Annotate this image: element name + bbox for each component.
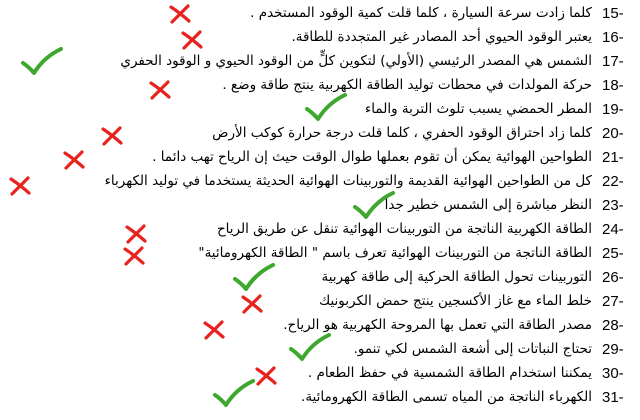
statement-text: يمكننا استخدام الطاقة الشمسية في حفظ الطعام . <box>307 365 592 381</box>
statement-number: 29- <box>602 341 624 358</box>
statement-number: 27- <box>602 293 624 310</box>
statement-number: 17- <box>602 53 624 70</box>
x-mark-icon <box>62 150 86 170</box>
statement-text: الطاقة الناتجة من التوربينات الهوائية تعرف باسم " الطاقة الكهرومائية" <box>198 245 592 261</box>
statement-row <box>0 146 640 170</box>
statement-row <box>0 194 640 218</box>
x-mark-icon <box>148 80 172 100</box>
statement-number: 22- <box>602 173 624 190</box>
statement-number: 24- <box>602 221 624 238</box>
statement-text: النظر مباشرة إلى الشمس خطير جدا <box>384 197 592 213</box>
statement-row <box>0 290 640 314</box>
check-mark-icon <box>304 92 348 122</box>
statement-row <box>0 338 640 362</box>
statement-text: الكهرباء الناتجة من المياه تسمى الطاقة الكهرومائية. <box>301 389 592 405</box>
statement-number: 23- <box>602 197 624 214</box>
x-mark-icon <box>124 224 148 244</box>
statement-text: كل من الطواحين الهوائية القديمة والتوربينات الهوائية الحديثة يستخدما في توليد الكهرباء <box>104 173 592 189</box>
statement-row <box>0 362 640 386</box>
statement-row <box>0 218 640 242</box>
statement-text: المطر الحمضي يسبب تلوث التربة والماء <box>364 101 592 117</box>
statement-text: الطواحين الهوائية يمكن أن تقوم بعملها طوال الوقت حيث إن الرياح تهب دائما . <box>152 149 592 165</box>
check-mark-icon <box>212 378 256 408</box>
statement-number: 16- <box>602 29 624 46</box>
x-mark-icon <box>254 366 278 386</box>
statement-text: حركة المولدات في محطات توليد الطاقة الكهربية ينتج طاقة وضع . <box>222 77 592 93</box>
check-mark-icon <box>288 332 332 362</box>
statement-row <box>0 122 640 146</box>
statement-number: 30- <box>602 365 624 382</box>
check-mark-icon <box>232 262 276 292</box>
statement-text: يعتبر الوقود الحيوي أحد المصادر غير المتجددة للطاقة. <box>291 29 592 45</box>
statement-number: 21- <box>602 149 624 166</box>
statement-row <box>0 242 640 266</box>
statement-number: 26- <box>602 269 624 286</box>
statement-text: كلما زاد احتراق الوقود الحفري ، كلما قلت درجة حرارة كوكب الأرض <box>212 125 592 141</box>
statement-row <box>0 2 640 26</box>
check-mark-icon <box>352 190 396 220</box>
statement-row <box>0 170 640 194</box>
x-mark-icon <box>168 4 192 24</box>
statement-text: خلط الماء مع غاز الأكسجين ينتج حمض الكربونيك <box>319 293 592 309</box>
x-mark-icon <box>122 246 146 266</box>
x-mark-icon <box>100 126 124 146</box>
statement-text: الشمس هي المصدر الرئيسي (الأولي) لتكوين كلٍّ من الوقود الحيوي و الوقود الحفري <box>120 53 592 69</box>
x-mark-icon <box>240 294 264 314</box>
statement-number: 15- <box>602 5 624 22</box>
statement-number: 19- <box>602 101 624 118</box>
statement-text: التوربينات تحول الطاقة الحركية إلى طاقة كهربية <box>321 269 592 285</box>
statement-row <box>0 386 640 410</box>
check-mark-icon <box>20 46 64 76</box>
statement-number: 25- <box>602 245 624 262</box>
x-mark-icon <box>180 30 204 50</box>
statement-row <box>0 98 640 122</box>
x-mark-icon <box>202 320 226 340</box>
statement-text: كلما زادت سرعة السيارة ، كلما قلت كمية الوقود المستخدم . <box>250 5 592 21</box>
statement-number: 18- <box>602 77 624 94</box>
statement-row <box>0 26 640 50</box>
statement-row <box>0 50 640 74</box>
statement-text: مصدر الطاقة التي تعمل بها المروحة الكهربية هو الرياح. <box>283 317 592 333</box>
statement-row <box>0 266 640 290</box>
statement-number: 20- <box>602 125 624 142</box>
statement-number: 31- <box>602 389 624 406</box>
statement-text: تحتاج النباتات إلى أشعة الشمس لكي تنمو. <box>353 341 592 357</box>
statement-text: الطاقة الكهربية الناتجة من التوربينات الهوائية تنقل عن طريق الرياح <box>216 221 592 237</box>
x-mark-icon <box>8 176 32 196</box>
statement-number: 28- <box>602 317 624 334</box>
